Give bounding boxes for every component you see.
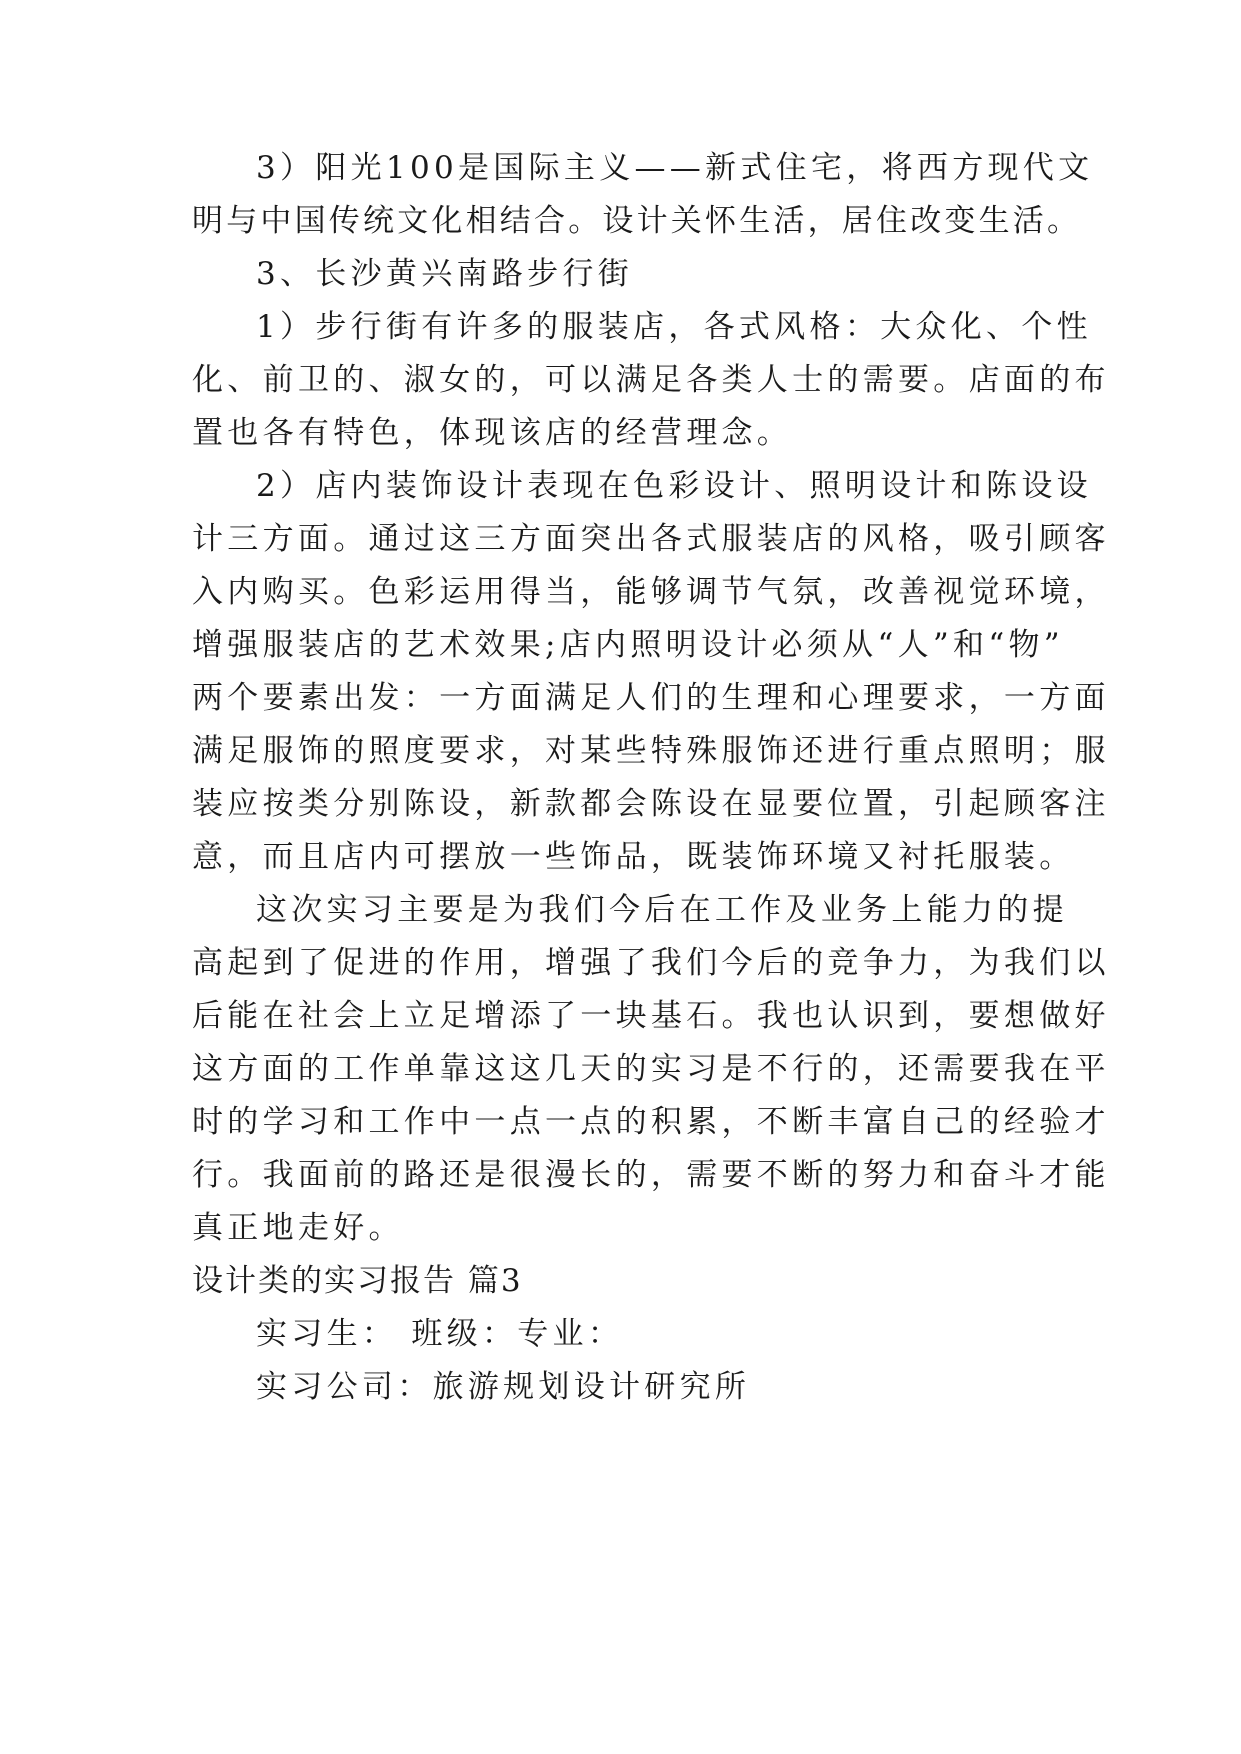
- paragraph-line: 高起到了促进的作用，增强了我们今后的竞争力，为我们以: [192, 945, 1110, 981]
- paragraph-line: 满足服饰的照度要求，对某些特殊服饰还进行重点照明；服: [192, 733, 1110, 769]
- paragraph-line: 化、前卫的、淑女的，可以满足各类人士的需要。店面的布: [192, 362, 1110, 398]
- intern-company-line: 实习公司：旅游规划设计研究所: [256, 1369, 751, 1405]
- paragraph-line: 这方面的工作单靠这这几天的实习是不行的，还需要我在平: [192, 1051, 1110, 1087]
- paragraph-line: 3）阳光100是国际主义——新式住宅，将西方现代文: [256, 150, 1094, 186]
- paragraph-line: 2）店内装饰设计表现在色彩设计、照明设计和陈设设: [256, 468, 1092, 504]
- paragraph-line: 入内购买。色彩运用得当，能够调节气氛，改善视觉环境，: [192, 574, 1110, 610]
- paragraph-line: 置也各有特色，体现该店的经营理念。: [192, 415, 793, 451]
- paragraph-line: 时的学习和工作中一点一点的积累，不断丰富自己的经验才: [192, 1104, 1110, 1140]
- section-heading: 3、长沙黄兴南路步行街: [256, 256, 634, 292]
- paragraph-line: 后能在社会上立足增添了一块基石。我也认识到，要想做好: [192, 998, 1110, 1034]
- paragraph-line: 真正地走好。: [192, 1210, 404, 1246]
- paragraph-line: 意，而且店内可摆放一些饰品，既装饰环境又衬托服装。: [192, 839, 1075, 875]
- paragraph-line: 增强服装店的艺术效果;店内照明设计必须从“人”和“物”: [192, 627, 1064, 663]
- paragraph-line: 1）步行街有许多的服装店，各式风格：大众化、个性: [256, 309, 1092, 345]
- paragraph-line: 这次实习主要是为我们今后在工作及业务上能力的提: [256, 892, 1068, 928]
- paragraph-line: 计三方面。通过这三方面突出各式服装店的风格，吸引顾客: [192, 521, 1110, 557]
- paragraph-line: 明与中国传统文化相结合。设计关怀生活，居住改变生活。: [192, 203, 1082, 239]
- paragraph-line: 两个要素出发：一方面满足人们的生理和心理要求，一方面: [192, 680, 1110, 716]
- article-title: 设计类的实习报告 篇3: [192, 1263, 523, 1299]
- paragraph-line: 装应按类分别陈设，新款都会陈设在显要位置，引起顾客注: [192, 786, 1110, 822]
- intern-info-line: 实习生： 班级：专业：: [256, 1316, 624, 1352]
- paragraph-line: 行。我面前的路还是很漫长的，需要不断的努力和奋斗才能: [192, 1157, 1110, 1193]
